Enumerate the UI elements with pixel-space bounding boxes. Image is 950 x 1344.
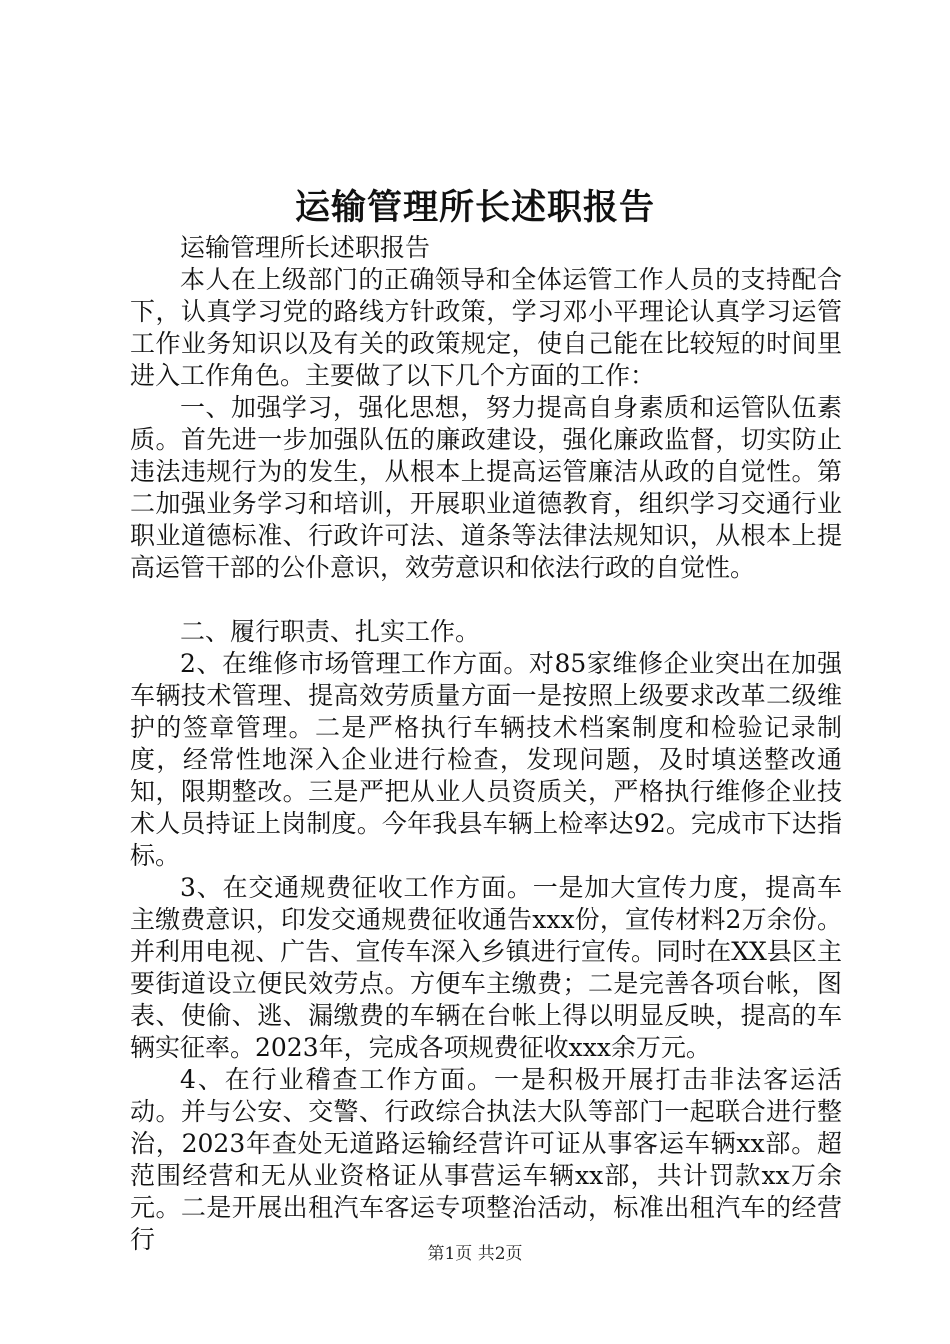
paragraph-section-1: 一、加强学习，强化思想，努力提高自身素质和运管队伍素质。首先进一步加强队伍的廉政建设，强化廉政监督，切实防止违法违规行为的发生，从根本上提高运管廉洁从政的自觉性。第二加强业务学习和培训，开展职业道德教育，组织学习交通行业职业道德标准、行政许可法、道条等法律法规知识，从根本上提高运管干部的公仆意识，效劳意识和依法行政的自觉性。 xyxy=(130,393,842,582)
document-title: 运输管理所长述职报告 xyxy=(294,187,655,228)
document-body xyxy=(130,232,842,1256)
paragraph-section-2-heading: 二、履行职责、扎实工作。 xyxy=(180,617,481,646)
paragraph-item-3: 3、在交通规费征收工作方面。一是加大宣传力度，提高车主缴费意识，印发交通规费征收通告xxx份，宣传材料2万余份。并利用电视、广告、宣传车深入乡镇进行宣传。同时在XX县区主要街道设立便民效劳点。方便车主缴费；二是完善各项台帐，图表、使偷、逃、漏缴费的车辆在台帐上得以明显反映，提高的车辆实征率。2023年，完成各项规费征收xxx余万元。 xyxy=(130,873,842,1062)
paragraph-subtitle: 运输管理所长述职报告 xyxy=(180,233,431,262)
paragraph-intro: 本人在上级部门的正确领导和全体运管工作人员的支持配合下，认真学习党的路线方针政策，学习邓小平理论认真学习运管工作业务知识以及有关的政策规定，使自己能在比较短的时间里进入工作角色。主要做了以下几个方面的工作： xyxy=(130,265,842,390)
paragraph-item-2: 2、在维修市场管理工作方面。对85家维修企业突出在加强车辆技术管理、提高效劳质量方面一是按照上级要求改革二级维护的签章管理。二是严格执行车辆技术档案制度和检验记录制度，经常性地深入企业进行检查，发现问题，及时填送整改通知，限期整改。三是严把从业人员资质关，严格执行维修企业技术人员持证上岗制度。今年我县车辆上检率达92。完成市下达指标。 xyxy=(130,649,842,870)
paragraph-item-4: 4、在行业稽查工作方面。一是积极开展打击非法客运活动。并与公安、交警、行政综合执法大队等部门一起联合进行整治，2023年查处无道路运输经营许可证从事客运车辆xx部。超范围经营和无从业资格证从事营运车辆xx部，共计罚款xx万余元。二是开展出租汽车客运专项整治活动，标准出租汽车的经营行 xyxy=(130,1065,842,1254)
page-number-footer: 第1页 共2页 xyxy=(427,1244,523,1264)
